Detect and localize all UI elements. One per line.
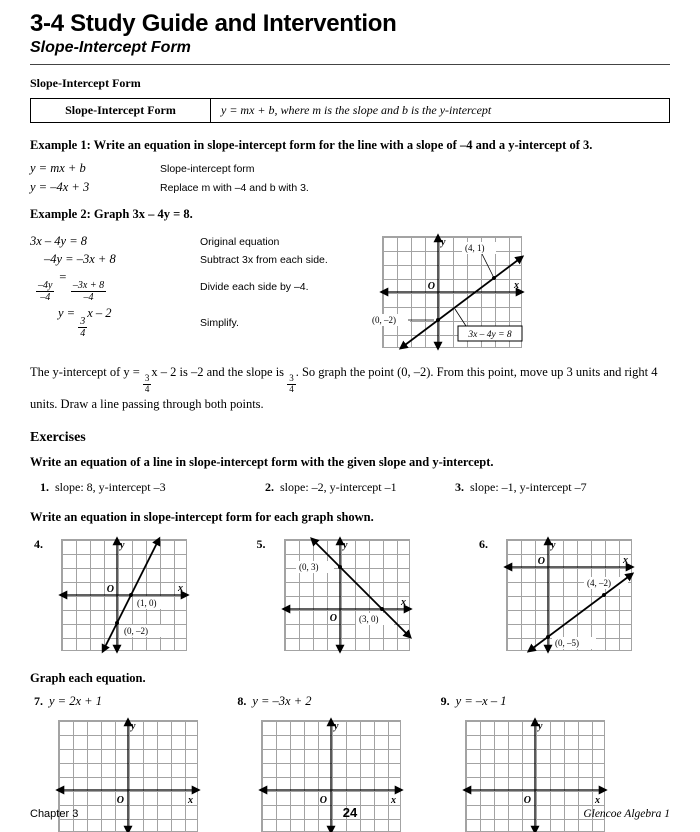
example2-body <box>30 230 670 355</box>
problem-text: slope: –1, y-intercept –7 <box>470 480 587 495</box>
example2-steps <box>30 230 370 355</box>
problem-graph <box>494 535 644 657</box>
page-header <box>30 10 670 65</box>
step-note: Subtract 3x from each side. <box>200 253 328 266</box>
page-title: 3-4 Study Guide and Intervention <box>30 10 397 37</box>
direction-1: Write an equation of a line in slope-intercept form with the given slope and y-intercept. <box>30 455 494 470</box>
x-axis-label: x <box>188 795 193 807</box>
step-equation <box>30 270 200 303</box>
equation-step <box>30 161 670 176</box>
origin-label: O <box>427 281 435 292</box>
example2-label: Example 2: <box>30 207 91 221</box>
point-dot <box>338 565 342 569</box>
step-equation: –4y = –3x + 8 <box>44 252 116 266</box>
example2-heading <box>30 207 670 222</box>
example2-prompt: Graph 3x – 4y = 8. <box>93 207 193 221</box>
problem-number: 1. <box>40 480 49 495</box>
fraction-numerator: –3x + 8 <box>72 280 105 291</box>
x-axis-label: x <box>391 795 397 807</box>
fraction-numerator: 3 <box>144 373 150 383</box>
origin-label: O <box>106 584 114 596</box>
point-dot <box>492 276 496 280</box>
definition-table <box>30 98 670 123</box>
problem-text: slope: 8, y-intercept –3 <box>55 480 166 495</box>
equation-step <box>30 180 670 195</box>
point-dot <box>546 635 550 639</box>
origin-label: O <box>116 795 124 807</box>
y-axis-label: y <box>120 540 125 552</box>
exercises-heading: Exercises <box>30 430 86 446</box>
problem-text: slope: –2, y-intercept –1 <box>280 480 397 495</box>
fraction-numerator: 3 <box>80 316 86 327</box>
y-axis-label: y <box>334 721 339 733</box>
graph-svg <box>494 535 644 657</box>
example1-heading <box>30 138 670 153</box>
step-note: Divide each side by –4. <box>200 280 309 293</box>
summary-text: The y-intercept of y = <box>30 365 140 379</box>
problem-statement <box>34 694 237 709</box>
equation-suffix: x – 2 <box>87 306 112 320</box>
origin-label: O <box>329 613 337 625</box>
summary-text: . So graph the point (0, –2). From this point, move up 3 units and right 4 units. Draw a line passing through both points. <box>30 365 658 411</box>
fraction-denominator: 4 <box>144 383 150 394</box>
point-label: (0, –5) <box>555 638 579 649</box>
graph-problem-5 <box>257 535 422 657</box>
x-axis-label: x <box>400 597 406 609</box>
point-dot <box>115 621 119 625</box>
point-dot <box>380 607 384 611</box>
problem-equation: y = –x – 1 <box>455 694 507 709</box>
example1-label: Example 1: <box>30 138 91 152</box>
summary-paragraph <box>30 363 670 414</box>
example2-graph <box>370 230 540 355</box>
x-axis-label: x <box>623 555 628 567</box>
example2-graph-svg <box>370 230 540 355</box>
equation-box-label: 3x – 4y = 8 <box>468 330 512 340</box>
graph-problem-4 <box>34 535 199 657</box>
problem-number: 4. <box>34 537 43 552</box>
point-dot <box>436 318 440 322</box>
slope-problems <box>40 480 670 495</box>
fraction-denominator: 4 <box>289 383 294 394</box>
footer-book: Glencoe Algebra 1 <box>583 808 670 820</box>
step-note: Simplify. <box>200 316 239 329</box>
graph-problems <box>34 535 670 657</box>
step-equation: y = –4x + 3 <box>30 180 90 194</box>
page-footer <box>30 805 670 820</box>
point-dot <box>129 593 133 597</box>
problem-number: 5. <box>256 537 266 552</box>
definition-term: Slope-Intercept Form <box>31 99 211 122</box>
problem-statement <box>237 694 440 709</box>
fraction-numerator: 3 <box>289 373 294 383</box>
origin-label: O <box>523 795 531 807</box>
point-label: (0, 3) <box>298 562 318 573</box>
point-label: (3, 0) <box>358 614 378 625</box>
y-axis-label: y <box>537 721 543 733</box>
y-axis-label: y <box>551 540 556 552</box>
problem-statement <box>441 694 644 709</box>
leader-line <box>482 254 493 276</box>
y-axis-label: y <box>342 540 347 552</box>
section-heading: Slope-Intercept Form <box>30 76 141 90</box>
x-axis-label: x <box>594 795 600 807</box>
step-equation: y = mx + b <box>30 161 86 175</box>
point-label: (4, –2) <box>587 578 611 589</box>
step-note: Original equation <box>200 235 280 248</box>
problem-equation: y = –3x + 2 <box>252 694 312 709</box>
y-axis-label: y <box>131 721 136 733</box>
equation-step <box>30 270 370 303</box>
graph-problem-6 <box>479 535 644 657</box>
example1-steps <box>30 161 670 195</box>
problem-number: 6. <box>479 537 488 552</box>
x-axis-label: x <box>514 280 519 291</box>
footer-chapter: Chapter 3 <box>30 808 79 820</box>
leader-line <box>455 309 466 326</box>
fraction-denominator: –4 <box>83 292 94 303</box>
problem-graph <box>272 535 422 657</box>
fraction-denominator: –4 <box>40 292 51 303</box>
problem-number: 8. <box>237 694 247 709</box>
problem-graph <box>49 535 199 657</box>
step-equation <box>30 306 200 339</box>
point-label: (4, 1) <box>465 243 485 253</box>
point-label: (1, 0) <box>137 598 157 609</box>
equation-step <box>30 306 370 339</box>
point-label: (0, –2) <box>124 626 148 637</box>
point-label: (0, –2) <box>372 315 396 325</box>
x-axis-label: x <box>178 583 183 595</box>
example1-prompt: Write an equation in slope-intercept form for the line with a slope of –4 and a y-intercept of 3. <box>93 138 593 152</box>
graph-svg <box>272 535 422 657</box>
problem-number: 7. <box>34 694 43 709</box>
page-subtitle: Slope-Intercept Form <box>30 39 191 56</box>
fraction-denominator: 4 <box>80 328 86 339</box>
step-equation: 3x – 4y = 8 <box>30 234 88 248</box>
y-axis-label: y <box>441 237 446 248</box>
problem-equation: y = 2x + 1 <box>49 694 102 709</box>
footer-page-number: 24 <box>342 805 358 820</box>
step-note: Slope-intercept form <box>160 162 255 175</box>
problem-2 <box>265 480 455 495</box>
problem-1 <box>40 480 265 495</box>
equals-sign: = <box>58 270 67 284</box>
fraction-numerator: –4y <box>38 280 53 291</box>
summary-text: x – 2 is –2 and the slope is <box>151 365 285 379</box>
definition-text: y = mx + b, where m is the slope and b is the y-intercept <box>221 103 492 117</box>
equation-prefix: y = <box>58 306 76 320</box>
problem-3 <box>455 480 587 495</box>
origin-label: O <box>537 556 545 568</box>
direction-2: Write an equation in slope-intercept form for each graph shown. <box>30 510 374 525</box>
problem-number: 9. <box>440 694 450 709</box>
problem-number: 2. <box>265 480 274 495</box>
equation-step <box>30 234 370 249</box>
point-dot <box>602 593 606 597</box>
origin-label: O <box>320 795 328 807</box>
problem-number: 3. <box>455 480 464 495</box>
step-note: Replace m with –4 and b with 3. <box>160 181 309 194</box>
header-rule <box>30 64 670 65</box>
direction-3: Graph each equation. <box>30 671 146 686</box>
graph-svg <box>49 535 199 657</box>
equation-step <box>30 252 370 267</box>
